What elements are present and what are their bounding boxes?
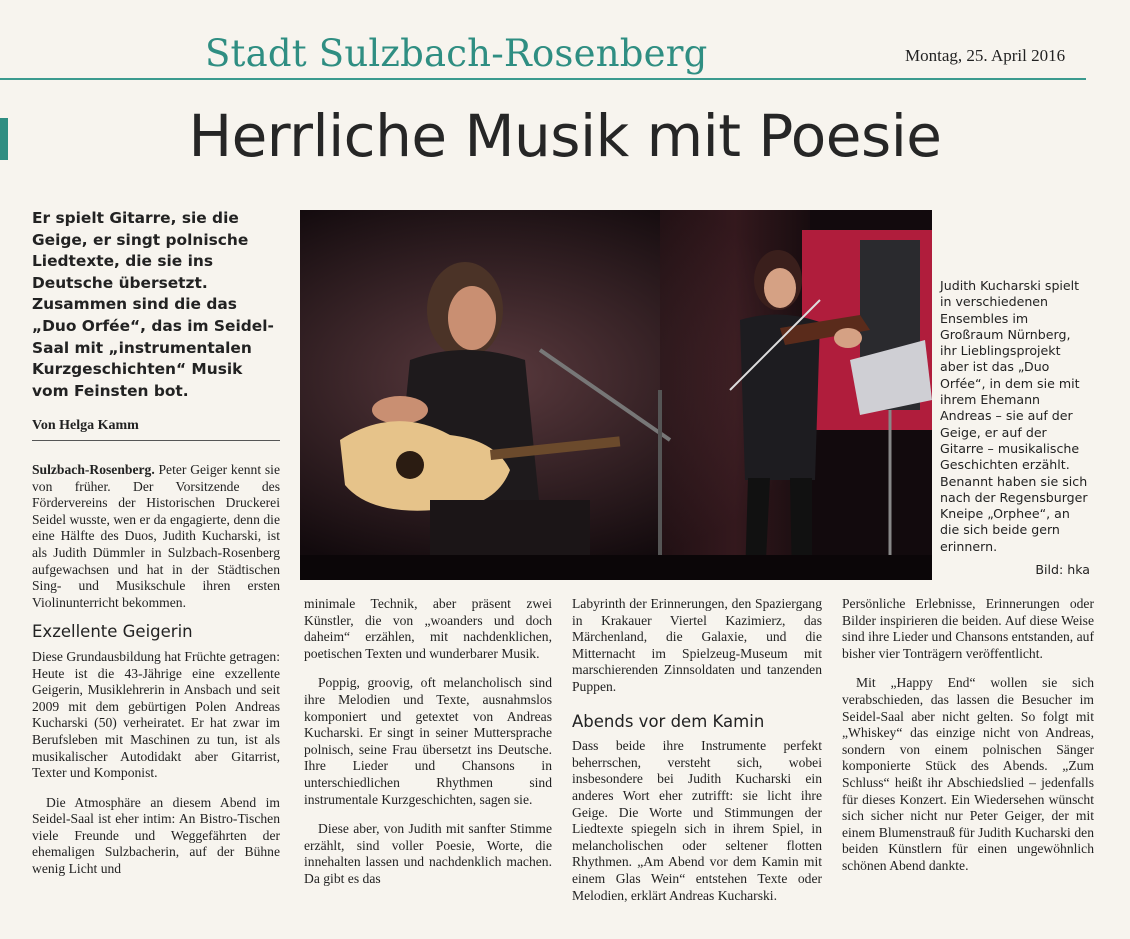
paragraph: Poppig, groovig, oft melancholisch sind ihre Melodien und Texte, ausnahmslos komponiert und getextet von Andreas Kucharski. Er singt in seiner Muttersprache polnisch, seine Frau übersetzt ins Deutsche. Ihre Lieder und Chansons in unterschiedlichen Rhythmen sind instrumentale Kurzgeschichten, sagen sie.	[304, 675, 552, 807]
subheading: Abends vor dem Kamin	[572, 711, 765, 731]
concert-photo-illustration	[300, 210, 932, 580]
article-column-1	[32, 462, 280, 878]
article-column-4	[842, 596, 1094, 875]
paragraph: Dass beide ihre Instrumente perfekt beherrschen, versteht sich, wobei insbesondere bei Judith Kucharski ein anderes Wort eher zutrifft: sie licht ihre Geige. Die Worte und Stimmungen der Liedtexte spiegeln sich in ihrem Spiel, in melancholischen oder seltener flotten Rhythmen. „Am Abend vor dem Kamin mit einem Glas Wein“ entstehen Texte oder Melodien, erklärt Andreas Kucharski.	[572, 738, 822, 903]
paragraph: Persönliche Erlebnisse, Erinnerungen oder Bilder inspirieren die beiden. Auf diese Weise sind ihre Lieder und Chansons entstanden, auf bisher vier Tonträgern veröffentlicht.	[842, 596, 1094, 661]
dateline: Sulzbach-Rosenberg.	[32, 462, 155, 477]
paragraph: Diese aber, von Judith mit sanfter Stimme erzählt, sind voller Poesie, Worte, die innehalten lassen und nachdenklich machen. Da gibt es das	[304, 821, 552, 886]
paragraph: Labyrinth der Erinnerungen, den Spaziergang in Krakauer Viertel Kazimierz, das Märchenland, die Galaxie, und die Mitternacht im Spielzeug-Museum mit marschierenden Zinnsoldaten und tanzenden Puppen.	[572, 596, 822, 694]
paragraph: Diese Grundausbildung hat Früchte getragen: Heute ist die 43-Jährige eine exzellente Geigerin, Musiklehrerin in Ansbach und seit 2009 mit dem gebürtigen Polen Andreas Kucharski (50) verheiratet. Er hat zwar im Berufsleben mit Maschinen zu tun, ist als musikalischer Autodidakt aber Gitarrist, Texter und Komponist.	[32, 648, 280, 781]
paragraph: Mit „Happy End“ wollen sie sich verabschieden, das lassen die Besucher im Seidel-Saal aber nicht gelten. So folgt mit „Whiskey“ das einzige nicht von Andreas, sondern von einem polnischen Sänger komponierte Stück des Abends. „Zum Schluss“ heißt ihr Abschiedslied – jedenfalls für dieses Konzert. Ein Wiedersehen wünscht sich sicher nicht nur Peter Geiger, der mit einem Blumenstrauß für Judith Kucharski den beiden Künstlern für einen ungewöhnlich schönen Abend dankte.	[842, 675, 1094, 873]
byline-rule	[32, 440, 280, 441]
photo-credit: Bild: hka	[1035, 562, 1090, 577]
section-title: Stadt Sulzbach-Rosenberg	[205, 32, 708, 75]
author-byline: Von Helga Kamm	[32, 418, 139, 433]
paragraph: Die Atmosphäre an diesem Abend im Seidel-Saal ist eher intim: An Bistro-Tischen viele Freunde und Weggefährten der ehemaligen Sulzbacherin, auf der Bühne wenig Licht und	[32, 794, 280, 877]
paragraph: minimale Technik, aber präsent zwei Künstler, die von „woanders und doch daheim“ erzählen, mit nachdenklichen, poetischen Texten und wunderbarer Musik.	[304, 596, 552, 661]
article-column-2	[304, 596, 552, 888]
lead-paragraph: Er spielt Gitarre, sie die Geige, er singt polnische Liedtexte, die sie ins Deutsche übersetzt. Zusammen sind die das „Duo Orfée“, das im Seidel-Saal mit „instrumentalen Kurzgeschichten“ Musik vom Feinsten bot.	[32, 209, 274, 400]
headline: Herrliche Musik mit Poesie	[188, 102, 942, 170]
concert-photo	[300, 210, 932, 580]
header-rule	[0, 78, 1086, 80]
issue-date: Montag, 25. April 2016	[905, 46, 1066, 65]
paragraph-text: Peter Geiger kennt sie von früher. Der Vorsitzende des Fördervereins der Historischen Druckerei Seidel wusste, wen er da engagierte, denn die eine Hälfte des Duos, Judith Kucharski, ist als Judith Dümmler in Sulzbach-Rosenberg aufgewachsen und hat in der Städtischen Sing- und Musikschule ihren ersten Violinunterricht bekommen.	[32, 462, 280, 610]
photo-caption: Judith Kucharski spielt in verschiedenen Ensembles im Großraum Nürnberg, ihr Lieblingsprojekt aber ist das „Duo Orfée“, in dem sie mit ihrem Ehemann Andreas – sie auf der Geige, er auf der Gitarre – musikalische Geschichten erzählt. Benannt haben sie sich nach der Regensburger Kneipe „Orphee“, an die sich beide gern erinnern.	[940, 278, 1088, 554]
paragraph	[32, 462, 280, 611]
subheading: Exzellente Geigerin	[32, 622, 193, 642]
article-column-3	[572, 596, 822, 904]
